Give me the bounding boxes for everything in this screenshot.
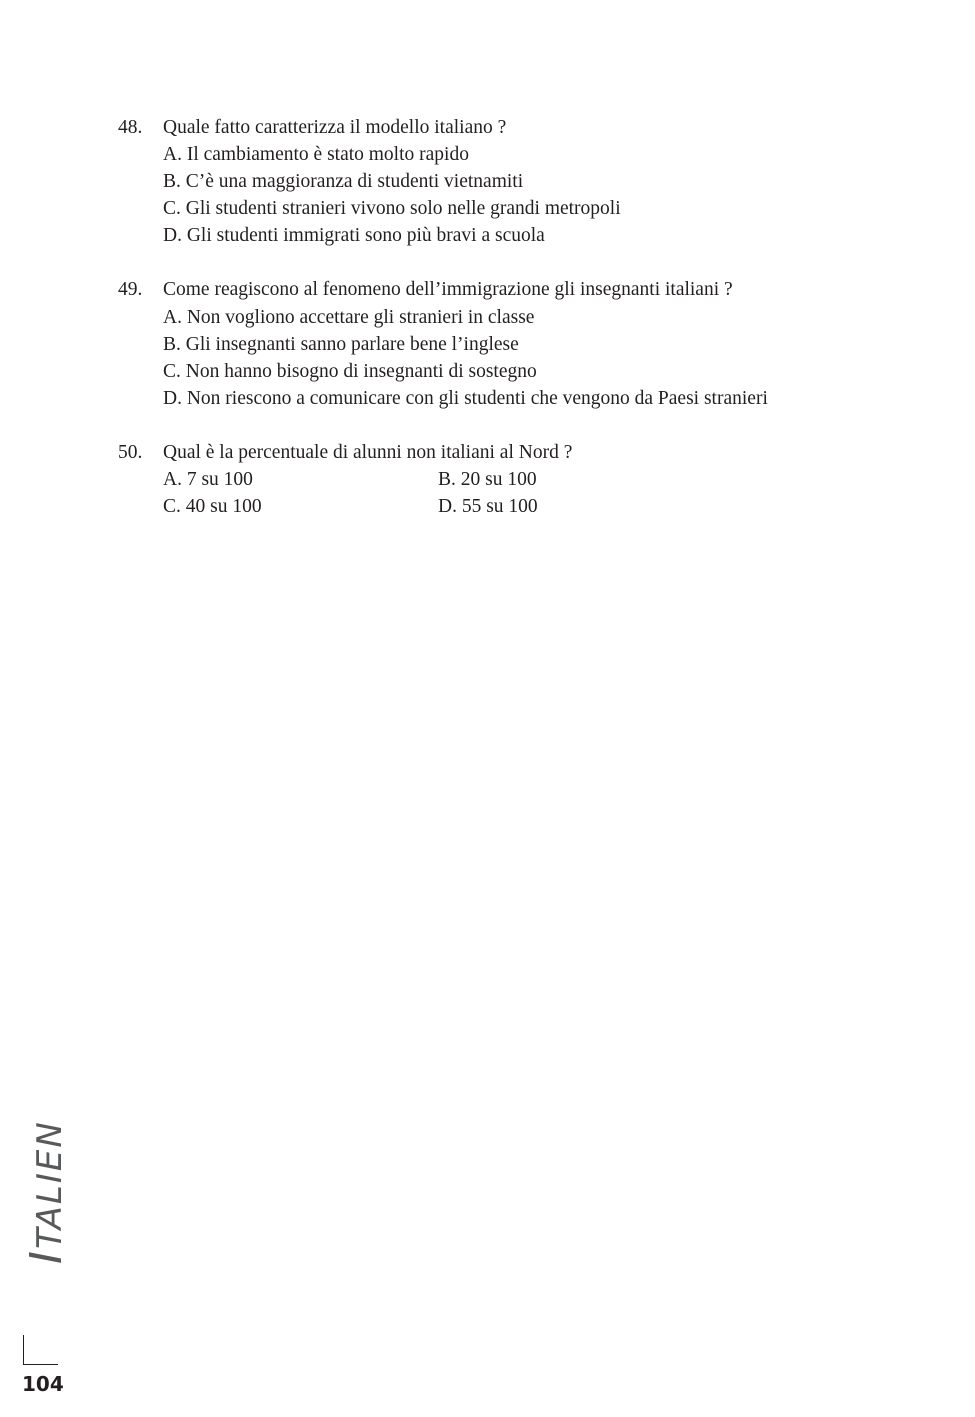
page-corner-mark (23, 1335, 58, 1365)
option-a: A. Il cambiamento è stato molto rapido (163, 144, 469, 166)
option-c: C. 40 su 100 (163, 496, 262, 518)
side-label-initial: I (21, 1249, 72, 1264)
option-a: A. Non vogliono accettare gli stranieri in classe (163, 306, 535, 328)
section-side-label (21, 1120, 72, 1264)
question-number: 49. (118, 279, 143, 301)
question-text: Qual è la percentuale di alunni non italiani al Nord ? (163, 441, 573, 463)
question-text: Quale fatto caratterizza il modello italiano ? (163, 117, 507, 138)
option-b: B. Gli insegnanti sanno parlare bene l’inglese (163, 333, 519, 355)
option-b: B. C’è una maggioranza di studenti vietnamiti (163, 171, 524, 193)
option-a: A. 7 su 100 (163, 469, 253, 491)
question-head (118, 276, 938, 303)
question-head (118, 114, 938, 141)
question-48 (118, 114, 938, 249)
question-text: Come reagiscono al fenomeno dell’immigrazione gli insegnanti italiani ? (163, 279, 733, 301)
option-d: D. Non riescono a comunicare con gli studenti che vengono da Paesi stranieri (163, 387, 768, 409)
option-d: D. Gli studenti immigrati sono più bravi a scuola (163, 225, 545, 247)
page-number: 104 (22, 1372, 64, 1396)
option-d: D. 55 su 100 (438, 496, 538, 518)
question-49 (118, 276, 938, 411)
options-grid (118, 466, 938, 520)
question-number: 48. (118, 117, 143, 138)
question-head (118, 439, 938, 466)
option-c: C. Non hanno bisogno di insegnanti di sostegno (163, 360, 537, 382)
option-b: B. 20 su 100 (438, 469, 537, 491)
questions-list (118, 114, 938, 547)
side-label-rest: TALIEN (30, 1120, 70, 1250)
question-50 (118, 439, 938, 520)
question-number: 50. (118, 441, 143, 463)
option-c: C. Gli studenti stranieri vivono solo nelle grandi metropoli (163, 198, 621, 220)
